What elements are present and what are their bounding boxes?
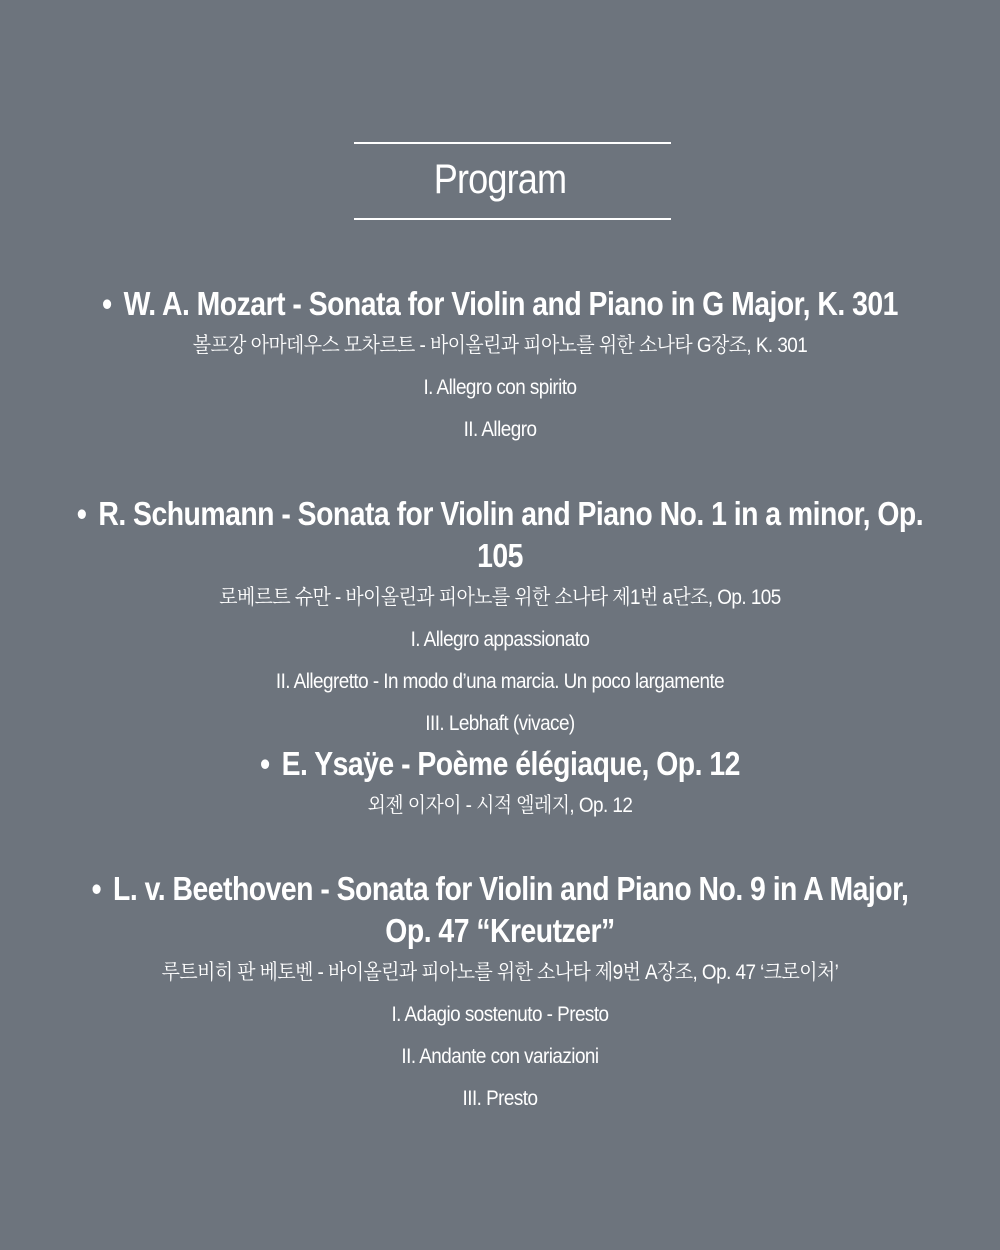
bullet-icon: • bbox=[260, 745, 270, 782]
piece-title bbox=[70, 493, 930, 577]
bullet-icon: • bbox=[76, 495, 87, 532]
piece-korean-title: 외젠 이자이 - 시적 엘레지, Op. 12 bbox=[367, 794, 633, 817]
movement: II. Allegretto - In modo d’una marcia. Un poco largamente bbox=[275, 670, 725, 693]
page-title: Program bbox=[433, 155, 567, 202]
piece-title-text-line2: Op. 47 “Kreutzer” bbox=[385, 912, 615, 949]
program-item-ysaye bbox=[0, 743, 1000, 827]
program-item-beethoven bbox=[0, 868, 1000, 1120]
piece-korean-title: 루트비히 판 베토벤 - 바이올린과 피아노를 위한 소나타 제9번 A장조, Op. 47 ‘크로이처’ bbox=[161, 961, 839, 984]
piece-title-text-line1: L. v. Beethoven - Sonata for Violin and Piano No. 9 in A Major, bbox=[113, 870, 909, 907]
program-item-schumann bbox=[0, 493, 1000, 745]
bullet-icon: • bbox=[91, 870, 102, 907]
piece-korean-title: 볼프강 아마데우스 모차르트 - 바이올린과 피아노를 위한 소나타 G장조, K. 301 bbox=[192, 334, 808, 357]
movement: I. Allegro con spirito bbox=[423, 376, 577, 399]
piece-title bbox=[70, 743, 930, 785]
movement: I. Adagio sostenuto - Presto bbox=[391, 1003, 609, 1026]
movement: II. Andante con variazioni bbox=[401, 1045, 599, 1068]
movement: III. Lebhaft (vivace) bbox=[425, 712, 575, 735]
movement: I. Allegro appassionato bbox=[410, 628, 590, 651]
piece-title bbox=[70, 868, 930, 910]
title-top-rule bbox=[354, 142, 671, 144]
movement: II. Allegro bbox=[463, 418, 537, 441]
piece-title bbox=[70, 283, 930, 325]
movement: III. Presto bbox=[462, 1087, 538, 1110]
piece-title-text: R. Schumann - Sonata for Violin and Piano No. 1 in a minor, Op. 105 bbox=[98, 495, 924, 574]
piece-title-text: E. Ysaÿe - Poème élégiaque, Op. 12 bbox=[281, 745, 740, 782]
piece-korean-title: 로베르트 슈만 - 바이올린과 피아노를 위한 소나타 제1번 a단조, Op. 105 bbox=[219, 586, 781, 609]
program-item-mozart bbox=[0, 283, 1000, 451]
bullet-icon: • bbox=[102, 285, 112, 322]
title-bottom-rule bbox=[354, 218, 671, 220]
piece-title-text: W. A. Mozart - Sonata for Violin and Piano in G Major, K. 301 bbox=[123, 285, 898, 322]
